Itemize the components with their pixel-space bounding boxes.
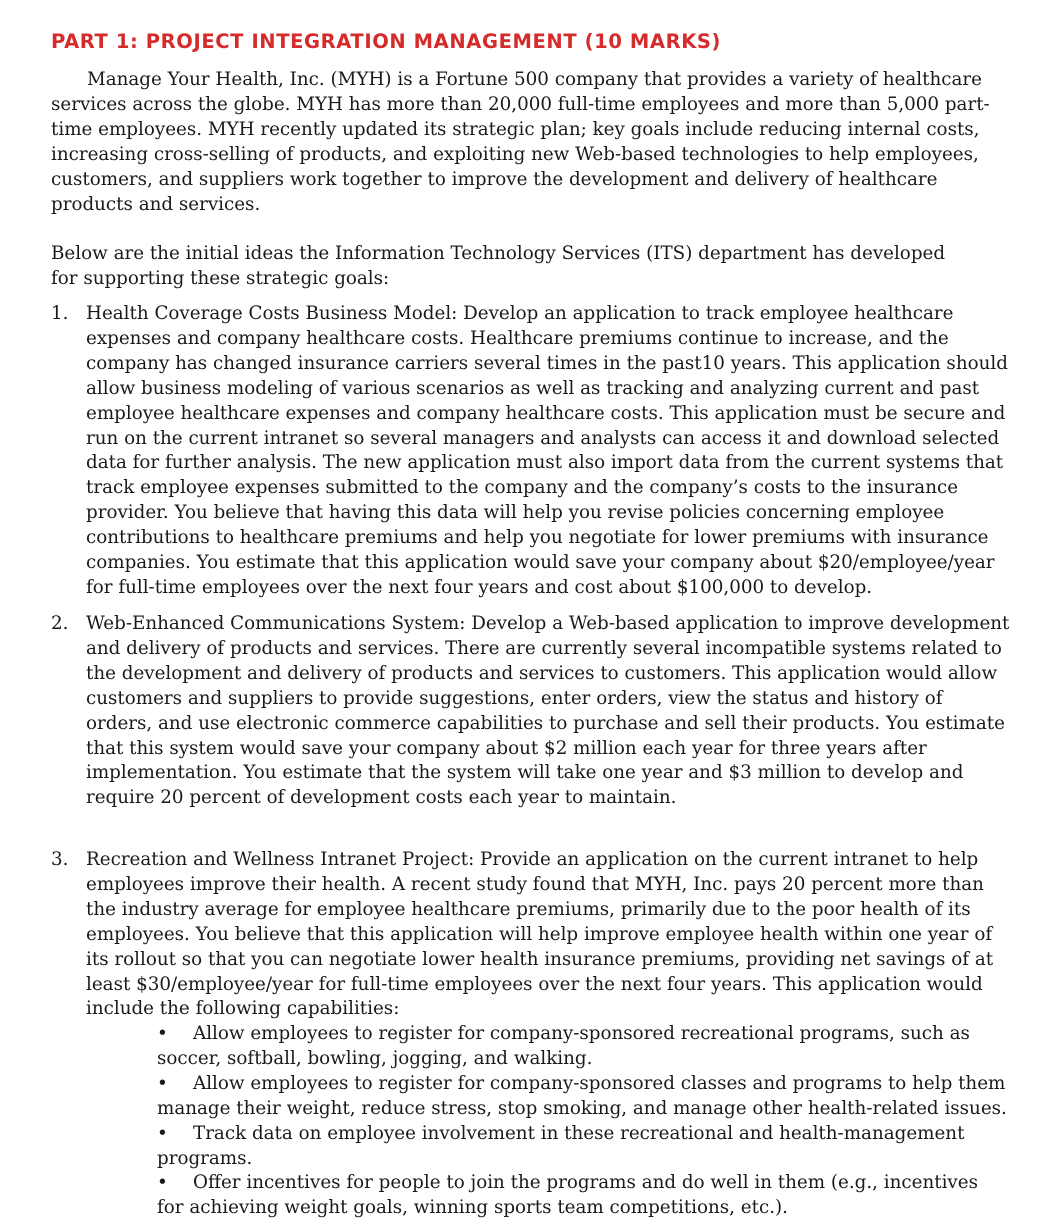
bullet-text: Track data on employee involvement in these recreational and health-management programs. <box>157 1122 965 1169</box>
list-item-text: Health Coverage Costs Business Model: Develop an application to track employee healthcare expenses and company healthcare costs. Healthcare premiums continue to increase, and the company has changed insurance carriers several times in the past10 years. This application should allow business modeling of various scenarios as well as tracking and analyzing current and past employee healthcare expenses and company healthcare costs. This application must be secure and run on the current intranet so several managers and analysts can access it and download selected data for further analysis. The new application must also import data from the current systems that track employee expenses submitted to the company and the company’s costs to the insurance provider. You believe that having this data will help you revise policies concerning employee contributions to healthcare premiums and help you negotiate for lower premiums with insurance companies. You estimate that this application would save your company about $20/employee/year for full-time employees over the next four years and cost about $100,000 to develop. <box>86 303 1008 598</box>
bullet-text: Allow employees to register for company-sponsored recreational programs, such as soccer, softball, bowling, jogging, and walking. <box>157 1023 970 1069</box>
intro-paragraph: Manage Your Health, Inc. (MYH) is a Fortune 500 company that provides a variety of healthcare services across the globe. MYH has more than 20,000 full-time employees and more than 5,000 part-time employees. MYH recently updated its strategic plan; key goals include reducing internal costs, increasing cross-selling of products, and exploiting new Web-based technologies to help employees, customers, and suppliers work together to improve the development and delivery of healthcare products and services. <box>51 69 990 215</box>
bullet-text: Allow employees to register for company-sponsored classes and programs to help them manage their weight, reduce stress, stop smoking, and manage other health-related issues. <box>157 1072 1007 1119</box>
list-item-text: Recreation and Wellness Intranet Project: Provide an application on the current intranet to help employees improve their health. A recent study found that MYH, Inc. pays 20 percent more than the industry average for employee healthcare premiums, primarily due to the poor health of its employees. You believe that this application will help improve employee health within one year of its rollout so that you can negotiate lower health insurance premiums, providing net savings of at least $30/employee/year for full-time employees over the next four years. This application would include the following capabilities: <box>86 849 994 1020</box>
bullet-icon: • <box>157 1172 168 1194</box>
bullet-item <box>157 1022 1007 1072</box>
section-heading: PART 1: PROJECT INTEGRATION MANAGEMENT (10 MARKS) <box>51 30 722 53</box>
list-item-number: 1. <box>51 303 69 324</box>
bullet-item <box>157 1072 1007 1122</box>
list-item-number: 2. <box>51 613 69 634</box>
list-item-number: 3. <box>51 849 69 870</box>
bullet-icon: • <box>157 1072 168 1094</box>
bullet-icon: • <box>157 1023 168 1044</box>
lead-paragraph: Below are the initial ideas the Information Technology Services (ITS) department has developed for supporting these strategic goals: <box>51 243 946 289</box>
bullet-item <box>157 1171 1007 1221</box>
capabilities-list <box>157 1022 1007 1221</box>
list-item-text: Web-Enhanced Communications System: Develop a Web-based application to improve development and delivery of products and services. There are currently several incompatible systems related to the development and delivery of products and services to customers. This application would allow customers and suppliers to provide suggestions, enter orders, view the status and history of orders, and use electronic commerce capabilities to purchase and sell their products. You estimate that this system would save your company about $2 million each year for three years after implementation. You estimate that the system will take one year and $3 million to develop and require 20 percent of development costs each year to maintain. <box>86 613 1010 809</box>
bullet-item <box>157 1122 1007 1172</box>
bullet-text: Offer incentives for people to join the programs and do well in them (e.g., incentives for achieving weight goals, winning sports team competitions, etc.). <box>157 1172 978 1219</box>
bullet-icon: • <box>157 1122 168 1144</box>
